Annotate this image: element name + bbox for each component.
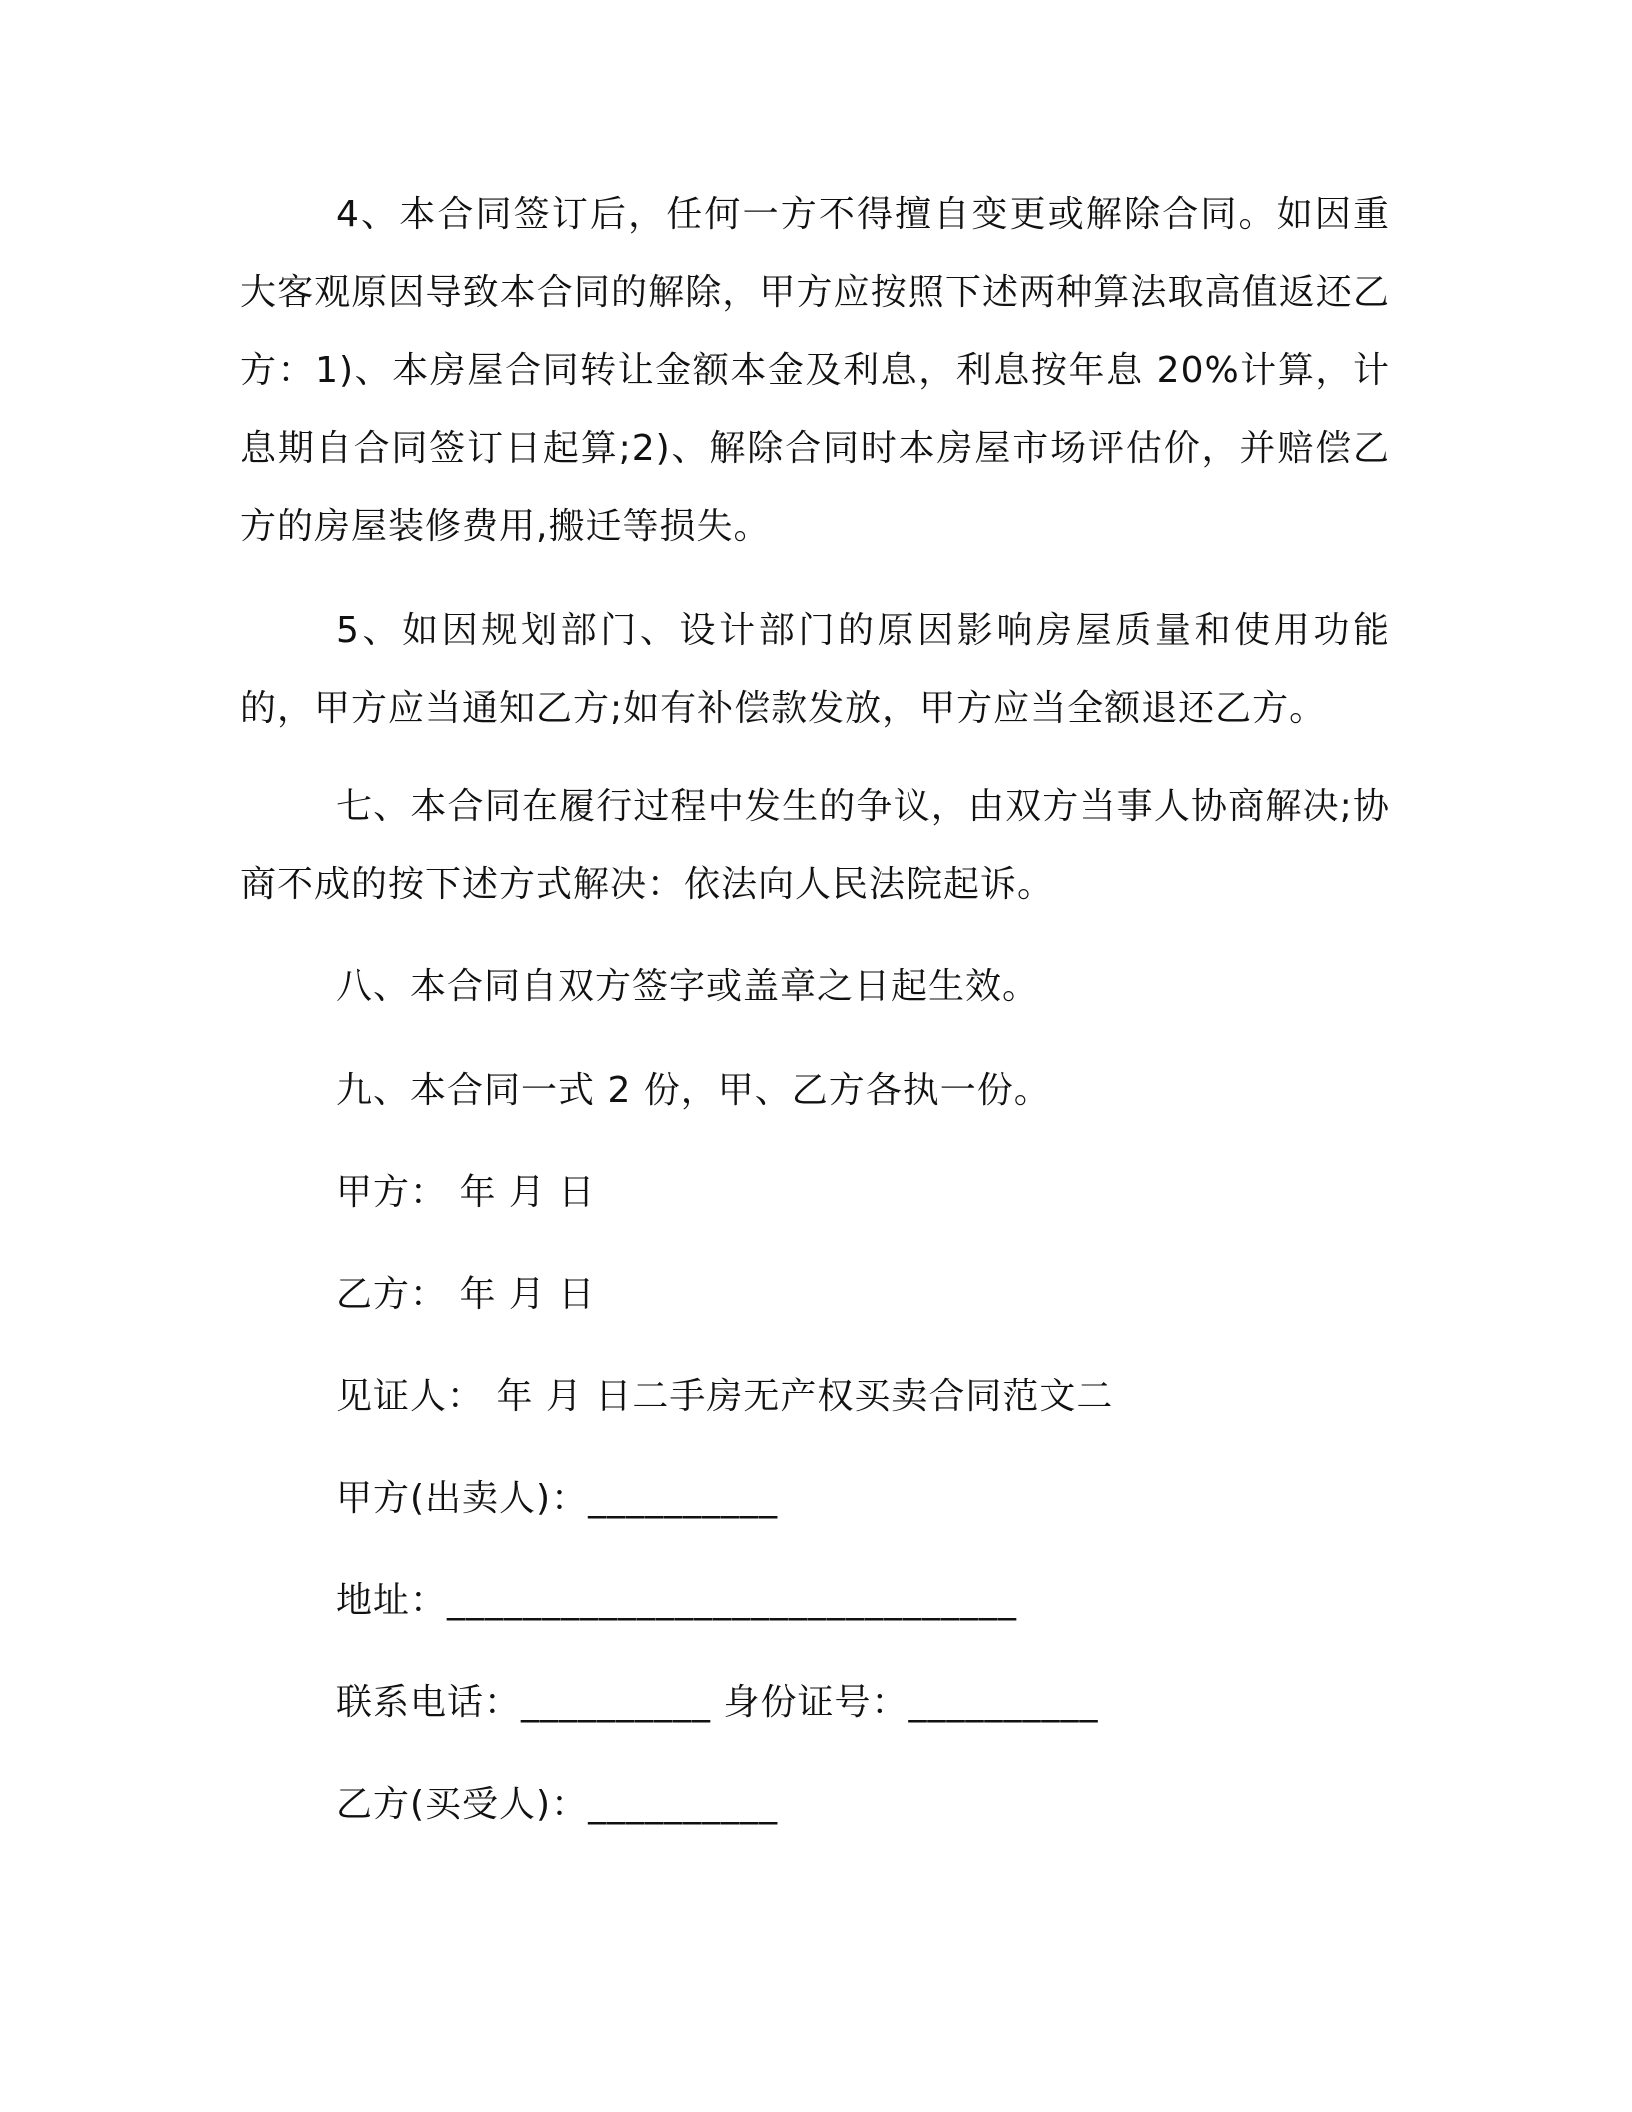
party-b-signature-line: 乙方： 年 月 日 bbox=[336, 1274, 596, 1315]
address-line: 地址：______________________________ bbox=[336, 1580, 1018, 1621]
clause-9-line: 九、本合同一式 2 份，甲、乙方各执一份。 bbox=[336, 1070, 1051, 1111]
clause-5-paragraph: 5、如因规划部门、设计部门的原因影响房屋质量和使用功能的，甲方应当通知乙方;如有补偿款发放，甲方应当全额退还乙方。 bbox=[240, 610, 1390, 729]
contact-id-line: 联系电话：__________ 身份证号：__________ bbox=[336, 1682, 1099, 1723]
buyer-name-line: 乙方(买受人)：__________ bbox=[336, 1784, 779, 1825]
seller-name-line: 甲方(出卖人)：__________ bbox=[336, 1478, 779, 1519]
witness-signature-line: 见证人： 年 月 日二手房无产权买卖合同范文二 bbox=[336, 1376, 1114, 1417]
party-a-signature-line: 甲方： 年 月 日 bbox=[336, 1172, 596, 1213]
clause-4-paragraph: 4、本合同签订后，任何一方不得擅自变更或解除合同。如因重大客观原因导致本合同的解除，甲方应按照下述两种算法取高值返还乙方：1)、本房屋合同转让金额本金及利息，利息按年息 20%计算，计息期自合同签订日起算;2)、解除合同时本房屋市场评估价，并赔偿乙方的房屋装修费用,搬迁等损失。 bbox=[240, 194, 1390, 547]
clause-7-paragraph: 七、本合同在履行过程中发生的争议，由双方当事人协商解决;协商不成的按下述方式解决：依法向人民法院起诉。 bbox=[240, 786, 1390, 905]
clause-8-line: 八、本合同自双方签字或盖章之日起生效。 bbox=[336, 966, 1040, 1007]
